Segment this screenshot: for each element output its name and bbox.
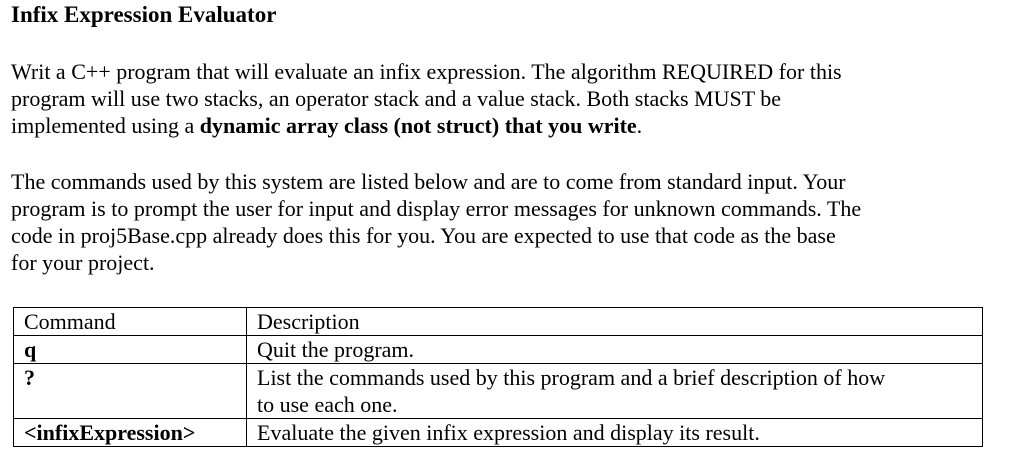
description-line-1: List the commands used by this program and a brief description of how bbox=[257, 365, 886, 390]
intro-line-1: Writ a C++ program that will evaluate an infix expression. The algorithm REQUIRED for this bbox=[11, 59, 842, 84]
intro-line-3-suffix: . bbox=[636, 113, 643, 138]
command-cell: q bbox=[14, 336, 247, 364]
description-line-2: to use each one. bbox=[257, 392, 398, 417]
commands-line-4: for your project. bbox=[11, 250, 155, 275]
command-cell: <infixExpression> bbox=[14, 419, 247, 447]
command-cell: ? bbox=[14, 364, 247, 419]
commands-line-2: program is to prompt the user for input and display error messages for unknown commands. The bbox=[11, 196, 862, 221]
intro-line-3-emphasis: dynamic array class (not struct) that you write bbox=[199, 113, 637, 138]
description-cell bbox=[247, 364, 983, 419]
table-row bbox=[14, 419, 983, 447]
commands-line-3: code in proj5Base.cpp already does this for you. You are expected to use that code as the base bbox=[11, 223, 836, 248]
commands-table bbox=[13, 307, 983, 447]
intro-line-3 bbox=[11, 112, 1011, 139]
description-cell: Quit the program. bbox=[247, 336, 983, 364]
document-title: Infix Expression Evaluator bbox=[11, 2, 277, 27]
description-cell: Evaluate the given infix expression and display its result. bbox=[247, 419, 983, 447]
intro-line-2: program will use two stacks, an operator stack and a value stack. Both stacks MUST be bbox=[11, 86, 782, 111]
table-header-row bbox=[14, 308, 983, 336]
table-row bbox=[14, 364, 983, 419]
commands-paragraph bbox=[11, 168, 1011, 276]
table-row bbox=[14, 336, 983, 364]
commands-line-1: The commands used by this system are listed below and are to come from standard input. Your bbox=[11, 169, 846, 194]
intro-paragraph bbox=[11, 58, 1011, 139]
header-command: Command bbox=[14, 308, 247, 336]
intro-line-3-prefix: implemented using a bbox=[11, 113, 200, 138]
header-description: Description bbox=[247, 308, 983, 336]
